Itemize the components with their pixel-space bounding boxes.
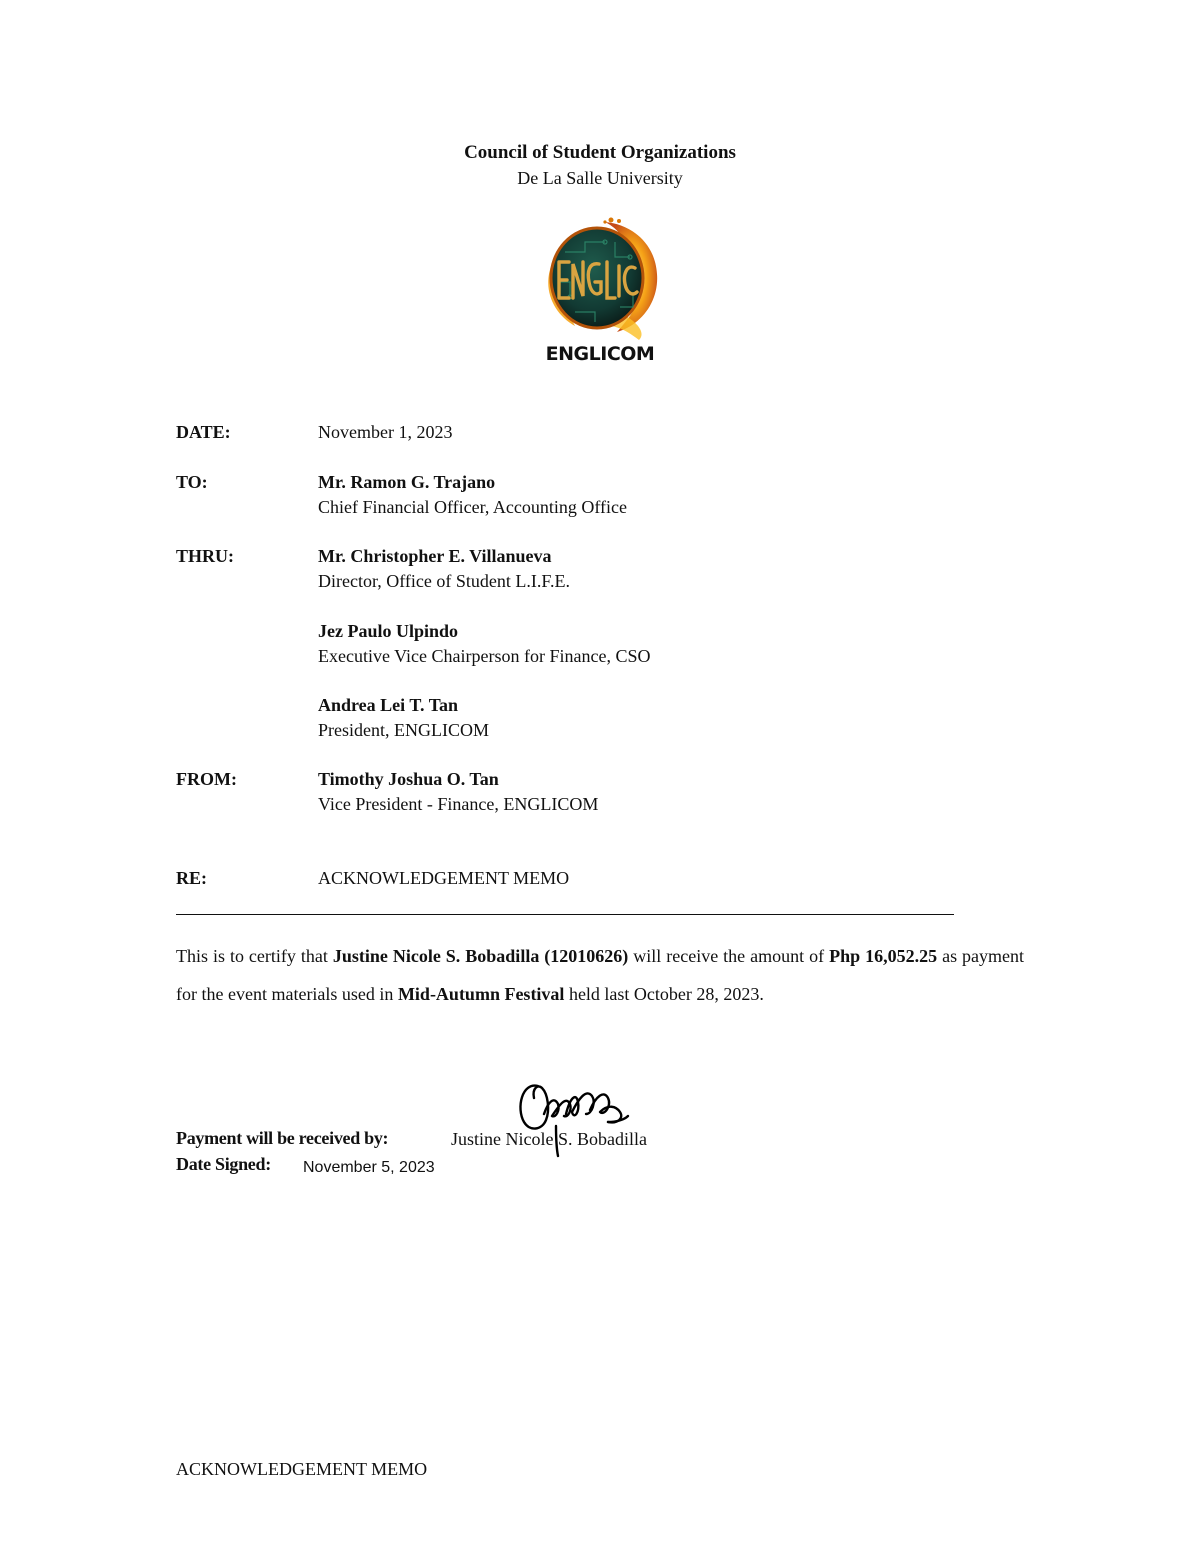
to-title: Chief Financial Officer, Accounting Office	[318, 497, 628, 517]
from-name: Timothy Joshua O. Tan	[318, 769, 499, 789]
to-name: Mr. Ramon G. Trajano	[318, 472, 496, 492]
from-label: FROM:	[176, 769, 237, 789]
received-by-label: Payment will be received by:	[176, 1128, 389, 1148]
thru-title-1: Director, Office of Student L.I.F.E.	[318, 571, 570, 591]
thru-title-2: Executive Vice Chairperson for Finance, CSO	[318, 646, 651, 666]
date-value: November 1, 2023	[318, 422, 453, 442]
university-name: De La Salle University	[517, 168, 683, 188]
thru-name-2: Jez Paulo Ulpindo	[318, 621, 459, 641]
recipient-name: Justine Nicole S. Bobadilla (12010626)	[332, 946, 629, 966]
footer-title: ACKNOWLEDGEMENT MEMO	[176, 1459, 428, 1479]
body-purpose: as payment for the event materials used in	[176, 946, 1025, 1004]
handwritten-signature-icon	[508, 1074, 638, 1164]
thru-name-1: Mr. Christopher E. Villanueva	[318, 546, 552, 566]
to-label: TO:	[176, 472, 208, 492]
divider-line	[176, 914, 954, 915]
payment-amount: Php 16,052.25	[829, 946, 938, 966]
from-title: Vice President - Finance, ENGLICOM	[318, 794, 599, 814]
body-middle: will receive the amount of	[633, 946, 825, 966]
thru-title-3: President, ENGLICOM	[318, 720, 489, 740]
received-by-name: Justine Nicole S. Bobadilla	[451, 1129, 647, 1149]
organization-title: Council of Student Organizations	[464, 142, 736, 163]
body-intro: This is to certify that	[176, 946, 328, 966]
logo-label: ENGLICOM	[545, 343, 655, 365]
date-signed-label: Date Signed:	[176, 1154, 271, 1174]
event-name: Mid-Autumn Festival	[397, 983, 565, 1004]
englicom-logo-icon	[535, 212, 665, 342]
date-signed-value: November 5, 2023	[303, 1159, 435, 1176]
re-label: RE:	[176, 868, 207, 888]
thru-name-3: Andrea Lei T. Tan	[318, 695, 459, 715]
re-value: ACKNOWLEDGEMENT MEMO	[318, 868, 570, 888]
certification-paragraph	[176, 938, 1024, 1013]
thru-label: THRU:	[176, 546, 234, 566]
date-label: DATE:	[176, 422, 231, 442]
body-ending: held last October 28, 2023.	[568, 983, 764, 1004]
